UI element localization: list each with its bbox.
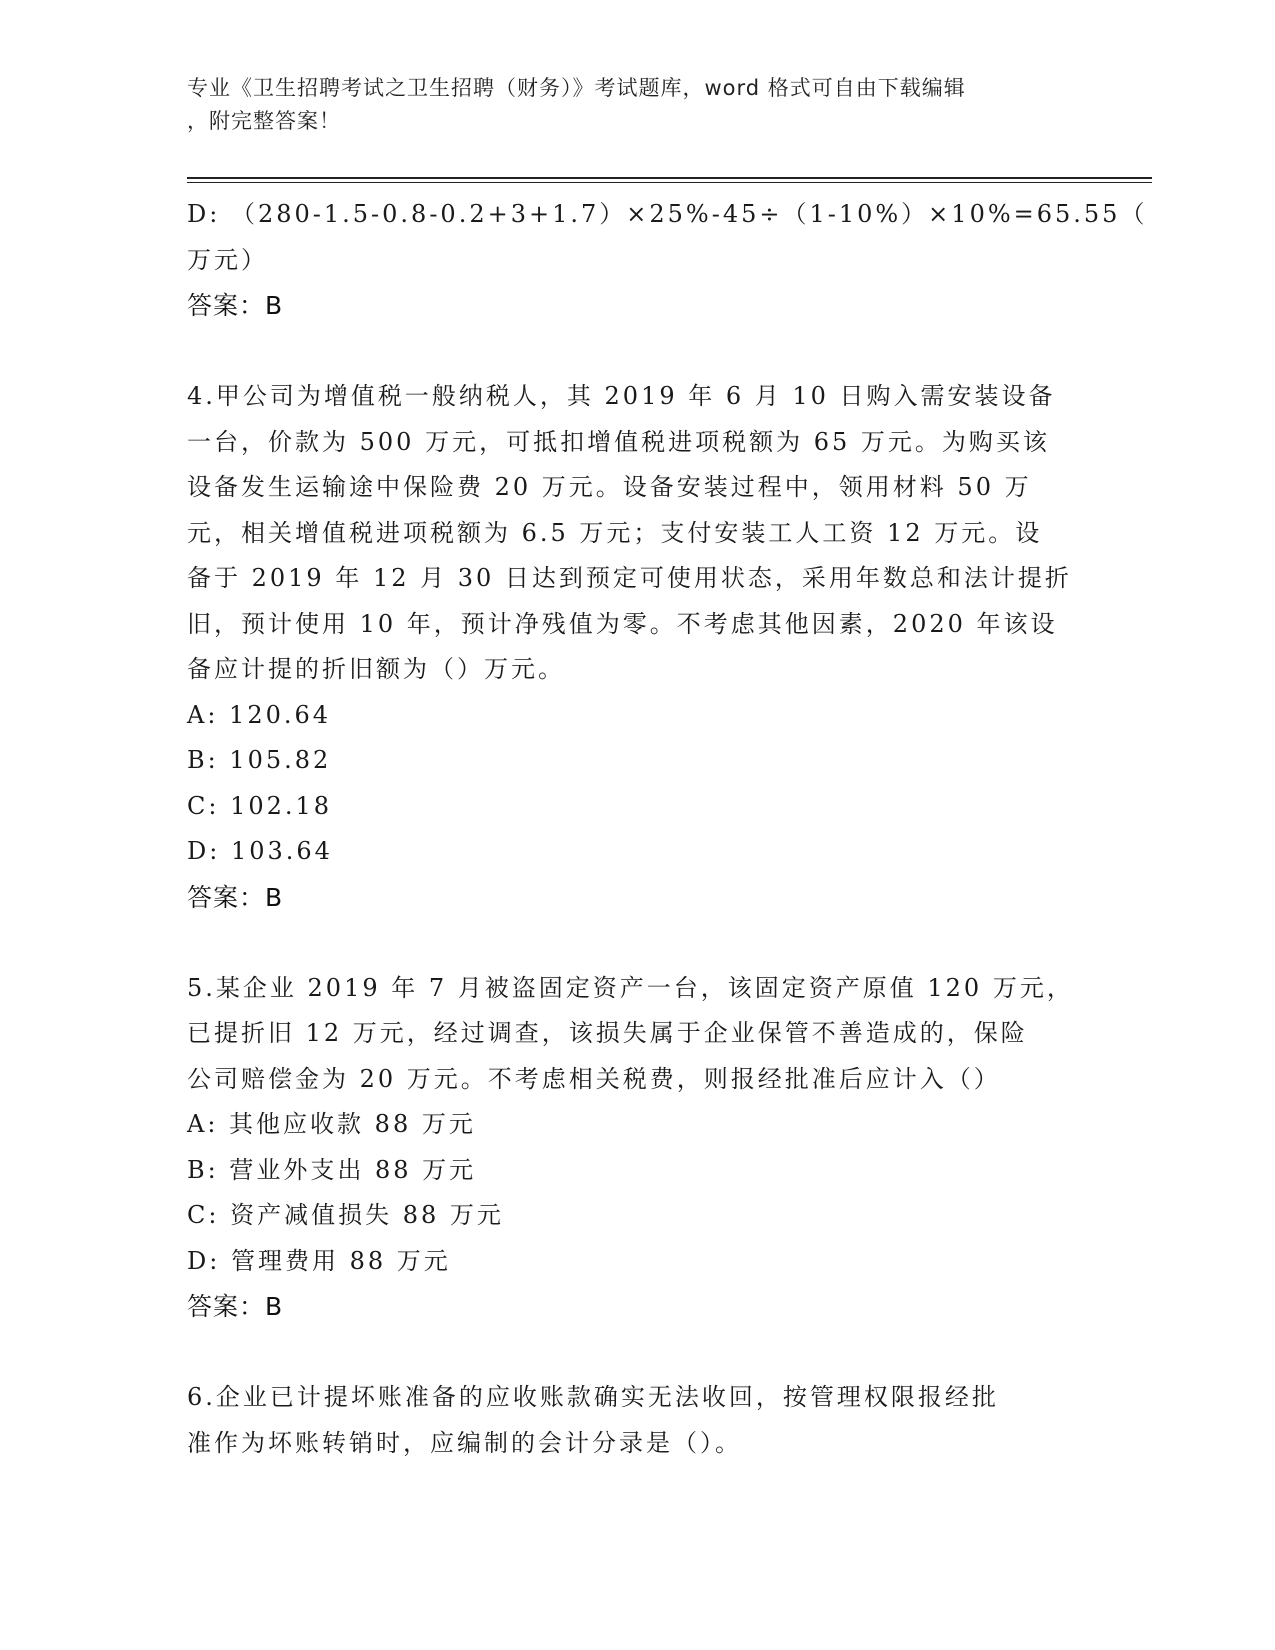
option-a: A: 其他应收款 88 万元 [187,1110,476,1138]
question-stem-line: 设备发生运输途中保险费 20 万元。设备安装过程中，领用材料 50 万 [187,473,1032,501]
option-d: D: 103.64 [187,837,333,865]
question-stem-line: 备应计提的折旧额为（）万元。 [187,655,565,683]
option-a: A: 120.64 [187,700,332,729]
option-c: C: 资产减值损失 88 万元 [187,1201,504,1229]
header-divider-thick [187,177,1152,179]
document-body [187,192,1148,1466]
spacer [187,329,1087,375]
question-6 [187,1375,1087,1466]
question-stem-line: 元，相关增值税进项税额为 6.5 万元；支付安装工人工资 12 万元。设 [187,518,1043,547]
question-stem-line: 4.甲公司为增值税一般纳税人，其 2019 年 6 月 10 日购入需安装设备 [187,382,1056,410]
question-stem-line: 一台，价款为 500 万元，可抵扣增值税进项税额为 65 万元。为购买该 [187,427,1050,456]
question-stem-line: 5.某企业 2019 年 7 月被盗固定资产一台，该固定资产原值 120 万元， [187,973,1074,1002]
answer-label: 答案：B [187,291,284,320]
header-line-1: 专业《卫生招聘考试之卫生招聘（财务）》考试题库，word 格式可自由下载编辑 [187,76,966,100]
header-line-2: ，附完整答案！ [187,109,341,133]
question-stem-line: 准作为坏账转销时，应编制的会计分录是（）。 [187,1428,742,1457]
option-d: D: 管理费用 88 万元 [187,1246,451,1275]
page-header [187,72,1067,138]
option-b: B: 营业外支出 88 万元 [187,1155,477,1184]
question-stem-line: 已提折旧 12 万元，经过调查，该损失属于企业保管不善造成的，保险 [187,1019,1028,1047]
answer-label: 答案：B [187,882,284,912]
question-stem-line: 公司赔偿金为 20 万元。不考虑相关税费，则报经批准后应计入（） [187,1064,1001,1093]
spacer [187,1330,1087,1376]
spacer [187,920,1087,966]
option-b: B: 105.82 [187,746,332,774]
option-d-line-1: D: （280-1.5-0.8-0.2+3+1.7）×25%-45÷（1-10%）×10%=65.55（ [187,200,1148,228]
answer-label: 答案：B [187,1292,284,1321]
question-stem-line: 旧，预计使用 10 年，预计净残值为零。不考虑其他因素，2020 年该设 [187,609,1058,638]
question-stem-line: 6.企业已计提坏账准备的应收账款确实无法收回，按管理权限报经批 [187,1383,999,1411]
option-c: C: 102.18 [187,791,333,820]
question-4 [187,374,1087,920]
question-5 [187,966,1087,1330]
option-d-line-2: 万元） [187,245,268,274]
header-divider-thin [187,182,1152,183]
question-stem-line: 备于 2019 年 12 月 30 日达到预定可使用状态，采用年数总和法计提折 [187,564,1072,592]
question-3-tail [187,192,1148,329]
